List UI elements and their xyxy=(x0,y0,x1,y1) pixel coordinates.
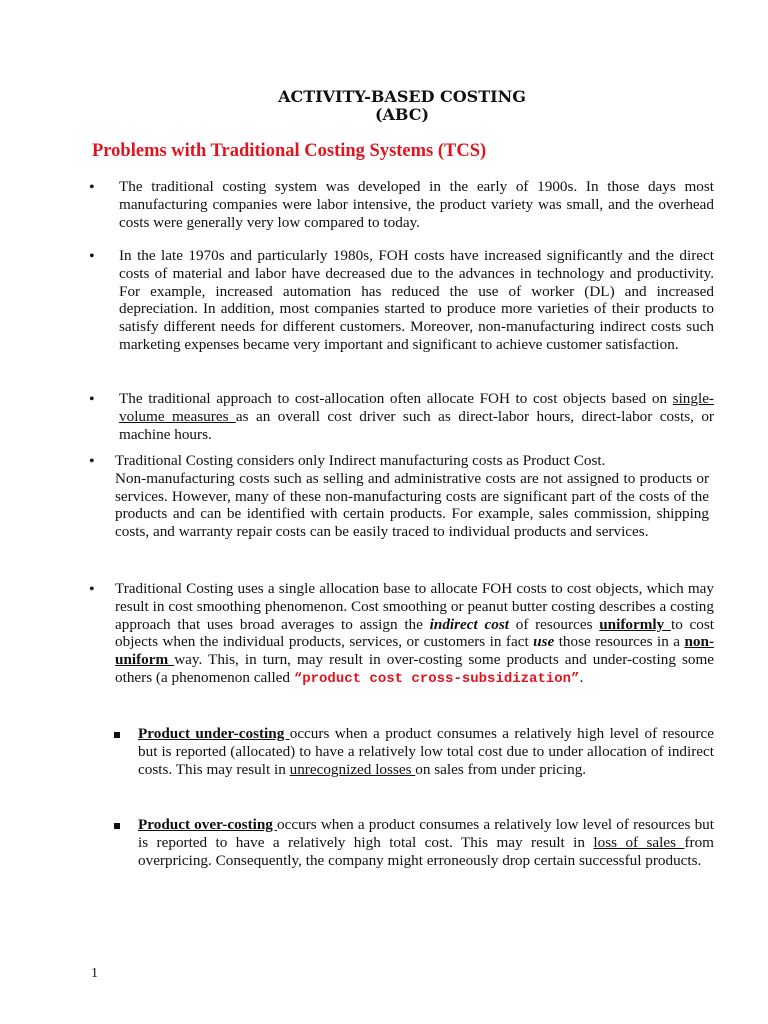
paragraph-5: Traditional Costing uses a single allocation base to allocate FOH costs to cost objects, which may result in cost smoothing phenomenon. Cost smoothing or peanut butter costing describes a costing approach that uses broad averages to assign the indirect cost of resources uniformly to cost objects when the individual products, services, or customers in fact use those resources in a non-uniform way. This, in turn, may result in over-costing some products and under-costing some others (a phenomenon called “product cost cross-subsidization”. xyxy=(115,580,715,687)
section-heading: Problems with Traditional Costing Systems (TCS) xyxy=(92,141,487,161)
square-bullet-icon xyxy=(114,823,120,829)
page-number: 1 xyxy=(91,966,98,981)
document-subtitle: (ABC) xyxy=(374,105,430,124)
paragraph-1: The traditional costing system was developed in the early of 1900s. In those days most manufacturing companies were labor intensive, the product variety was small, and the overhead costs were generally very low compared to today. xyxy=(119,178,714,231)
paragraph-4: Traditional Costing considers only Indirect manufacturing costs as Product Cost. Non-manufacturing costs such as selling and administrative costs are not assigned to products or services. However, many of these non-manufacturing costs are significant part of the costs of the products and can be identified with certain products. For example, sales commission, shipping costs, and warranty repair costs can be easily traced to individual products and services. xyxy=(115,452,709,541)
paragraph-3: The traditional approach to cost-allocation often allocate FOH to cost objects based on single-volume measures as an overall cost driver such as direct-labor hours, direct-labor costs, or machine hours. xyxy=(119,390,714,443)
sub-paragraph-1: Product under-costing occurs when a product consumes a relatively high level of resource but is reported (allocated) to have a relatively low total cost due to under allocation of indirect costs. This may result in unrecognized losses on sales from under pricing. xyxy=(138,725,714,778)
bullet-icon: • xyxy=(89,453,95,470)
document-title: ACTIVITY-BASED COSTING xyxy=(278,87,526,106)
red-term: “product cost cross-subsidization” xyxy=(293,670,580,687)
square-bullet-icon xyxy=(114,732,120,738)
bullet-icon: • xyxy=(89,581,95,598)
bullet-icon: • xyxy=(89,179,95,196)
bullet-icon: • xyxy=(89,391,95,408)
underlined-term: single-volume measures xyxy=(119,390,714,425)
bullet-icon: • xyxy=(89,248,95,265)
sub-paragraph-2: Product over-costing occurs when a product consumes a relatively low level of resources but is reported to have a relatively high total cost. This may result in loss of sales from overpricing. Consequently, the company might erroneously drop certain successful products. xyxy=(138,816,714,869)
paragraph-2: In the late 1970s and particularly 1980s, FOH costs have increased significantly and the direct costs of material and labor have decreased due to the advances in technology and productivity. For example, increased automation has reduced the use of worker (DL) and increased depreciation. In addition, most companies started to produce more varieties of their products to satisfy different needs for different customers. Moreover, non-manufacturing indirect costs such marketing expenses became very important and significant to achieve customer satisfaction. xyxy=(119,247,714,353)
